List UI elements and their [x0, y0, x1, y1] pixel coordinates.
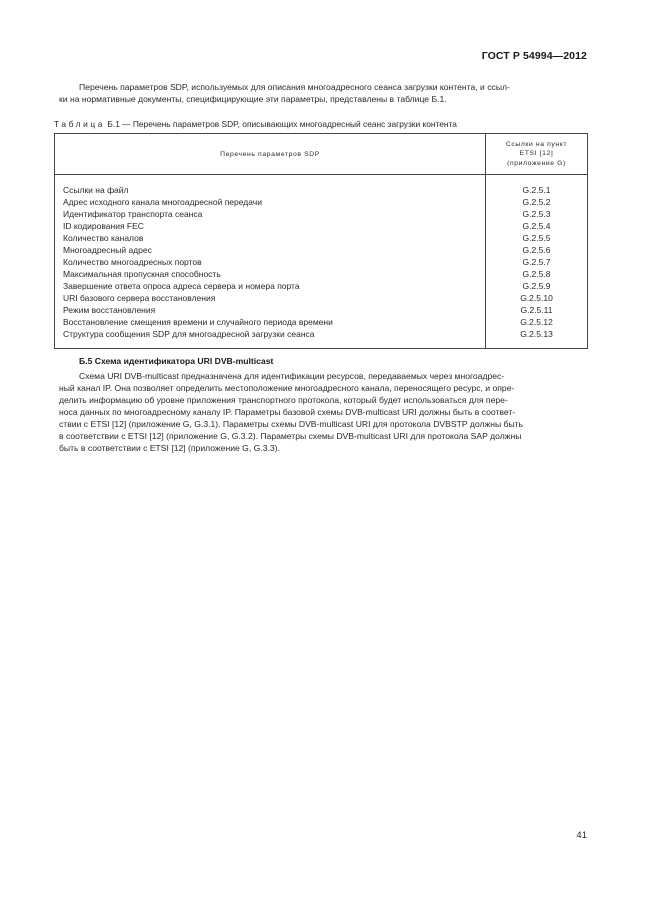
- table-row-reference: G.2.5.4: [522, 221, 551, 231]
- table-row-parameter: Ссылки на файл: [63, 185, 129, 195]
- parameters-column: [55, 175, 486, 349]
- table-row-parameter: Идентификатор транспорта сеанса: [63, 209, 203, 219]
- table-row-reference: G.2.5.1: [522, 185, 551, 195]
- table-caption-prefix: Таблица: [54, 119, 106, 129]
- table-row-reference: G.2.5.13: [520, 329, 553, 339]
- table-row-parameter: ID кодирования FEC: [63, 221, 144, 231]
- table-row-parameter: Режим восстановления: [63, 305, 156, 315]
- table-row-parameter: Восстановление смещения времени и случайного периода времени: [63, 317, 333, 327]
- table-row-parameter: Количество каналов: [63, 233, 144, 243]
- section-line: в соответствии с ETSI [12] (приложение G, G.3.2). Параметры схемы DVB-multicast URI для протокола SAP должны: [59, 431, 522, 441]
- section-line: ный канал IP. Она позволяет определить местоположение многоадресного канала, переносящего ресурс, и опре-: [59, 383, 515, 393]
- table-caption-text: Б.1 — Перечень параметров SDP, описывающих многоадресный сеанс загрузки контента: [105, 119, 457, 129]
- table-row-reference: G.2.5.9: [522, 281, 551, 291]
- col-header-references: [486, 134, 588, 175]
- table-row-reference: G.2.5.3: [522, 209, 551, 219]
- table-row-parameter: Структура сообщения SDP для многоадресной загрузки сеанса: [63, 329, 315, 339]
- table-row-parameter: URI базового сервера восстановления: [63, 293, 216, 303]
- references-column: [486, 175, 588, 349]
- intro-paragraph: [59, 81, 589, 105]
- table-body-row: [55, 175, 588, 349]
- col-header-ref-line: ETSI [12]: [519, 150, 554, 158]
- table-caption: [54, 119, 457, 129]
- section-paragraph: [59, 370, 589, 454]
- intro-line: Перечень параметров SDP, используемых для описания многоадресного сеанса загрузки контента, и ссыл-: [79, 82, 510, 92]
- table-row-reference: G.2.5.5: [522, 233, 551, 243]
- table-row-parameter: Адрес исходного канала многоадресной передачи: [63, 197, 262, 207]
- page-number: 41: [576, 830, 587, 841]
- section-title: Б.5 Схема идентификатора URI DVB-multicast: [79, 356, 274, 366]
- table-row-parameter: Завершение ответа опроса адреса сервера и номера порта: [63, 281, 300, 291]
- table-row-reference: G.2.5.11: [520, 305, 553, 315]
- table-row-parameter: Многоадресный адрес: [63, 245, 152, 255]
- table-row-reference: G.2.5.7: [522, 257, 551, 267]
- table-row-reference: G.2.5.12: [520, 317, 553, 327]
- table-row-reference: G.2.5.10: [520, 293, 553, 303]
- col-header-parameters: Перечень параметров SDP: [55, 134, 486, 175]
- table-row-parameter: Максимальная пропускная способность: [63, 269, 221, 279]
- table-row-reference: G.2.5.2: [522, 197, 551, 207]
- section-line: ствии с ETSI [12] (приложение G, G.3.1). Параметры схемы DVB-multicast URI для протокола DVBSTP должны быть: [59, 419, 524, 429]
- col-header-ref-line: (приложение G): [507, 159, 566, 167]
- table-row-parameter: Количество многоадресных портов: [63, 257, 202, 267]
- section-line: Схема URI DVB-multicast предназначена для идентификации ресурсов, передаваемых через многоадрес-: [79, 371, 505, 381]
- sdp-parameters-table: [54, 133, 588, 349]
- table-row-reference: G.2.5.6: [522, 245, 551, 255]
- table-header-row: [55, 134, 588, 175]
- section-line: делить информацию об уровне приложения транспортного протокола, который будет использоваться для пере-: [59, 395, 508, 405]
- intro-line: ки на нормативные документы, специфицирующие эти параметры, представлены в таблице Б.1.: [59, 94, 447, 104]
- col-header-ref-line: Ссылки на пункт: [505, 140, 568, 148]
- section-line: носа данных по многоадресному каналу IP. Параметры базовой схемы DVB-multicast URI должны быть в соответ-: [59, 407, 516, 417]
- document-header: ГОСТ Р 54994—2012: [481, 50, 587, 62]
- section-line: быть в соответствии с ETSI [12] (приложение G, G.3.3).: [59, 443, 280, 453]
- table-row-reference: G.2.5.8: [522, 269, 551, 279]
